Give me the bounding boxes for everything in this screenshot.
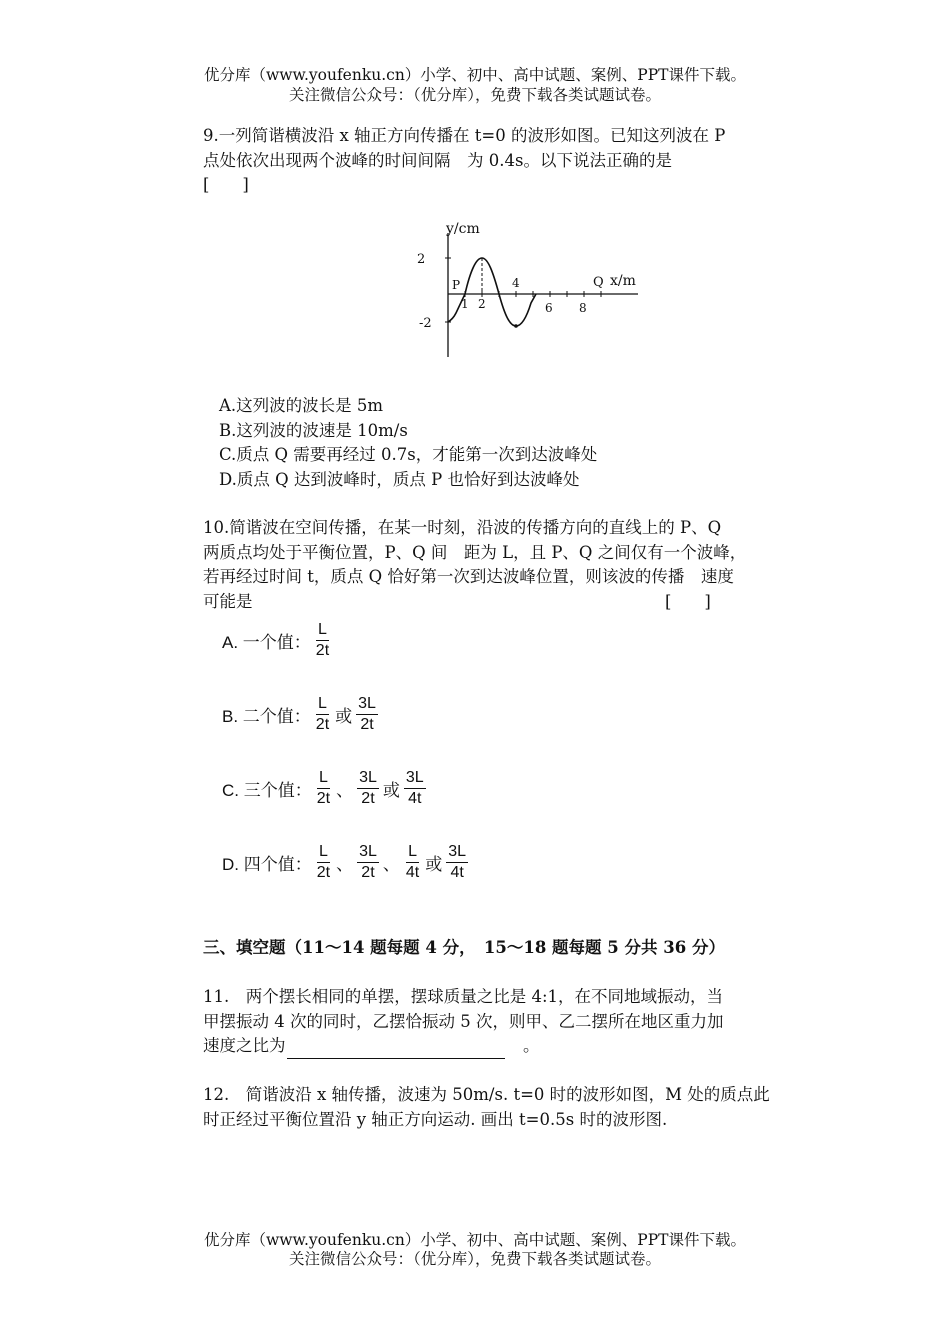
fraction — [315, 769, 332, 808]
q9-line-2: 点处依次出现两个波峰的时间间隔 为 0.4s。以下说法正确的是 — [203, 150, 672, 170]
section-3-title: 三、填空题（11～14 题每题 4 分， 15～18 题每题 5 分共 36 分） — [203, 938, 725, 957]
trough-dot — [514, 324, 518, 328]
denominator: 4t — [408, 789, 422, 807]
denominator: 2t — [315, 715, 330, 733]
point-q-label: Q — [593, 275, 604, 290]
numerator: L — [316, 695, 329, 715]
fraction — [315, 843, 332, 882]
x-tick-label-2: 2 — [478, 297, 486, 311]
q10-line-4: 可能是 — [203, 591, 253, 611]
q10-option-a — [222, 610, 334, 670]
fraction — [446, 843, 468, 882]
x-tick-label-4: 4 — [512, 276, 520, 290]
option-label: B. 二个值： — [222, 706, 311, 726]
question-10 — [203, 516, 813, 614]
q10-option-d — [222, 832, 471, 892]
y-tick-label-top: 2 — [417, 252, 426, 267]
denominator: 2t — [361, 863, 375, 881]
answer-blank[interactable] — [287, 1041, 505, 1059]
q9-options — [219, 394, 597, 492]
q12-line-2: 时正经过平衡位置沿 y 轴正方向运动. 画出 t=0.5s 时的波形图. — [203, 1109, 668, 1129]
wave-figure — [410, 215, 650, 365]
question-9 — [203, 124, 813, 198]
fraction — [314, 621, 331, 660]
q9-line-1: 9.一列简谐横波沿 x 轴正方向传播在 t=0 的波形如图。已知这列波在 P — [203, 126, 726, 145]
q10-option-b — [222, 684, 381, 744]
separator: 、 — [336, 780, 354, 800]
x-tick-label-1: 1 — [461, 297, 469, 311]
fraction — [314, 695, 331, 734]
numerator: L — [317, 843, 330, 863]
q11-line-3-prefix: 速度之比为 — [203, 1036, 286, 1055]
numerator: L — [406, 843, 419, 863]
numerator: 3L — [446, 843, 468, 863]
q10-line-2: 两质点均处于平衡位置，P、Q 间 距为 L，且 P、Q 之间仅有一个波峰， — [203, 542, 747, 562]
denominator: 2t — [315, 641, 330, 659]
q10-line-3: 若再经过时间 t，质点 Q 恰好第一次到达波峰位置，则该波的传播 速度 — [203, 567, 734, 586]
denominator: 4t — [405, 863, 420, 881]
q9-option-a: A.这列波的波长是 5m — [219, 396, 384, 415]
fraction — [404, 769, 426, 808]
numerator: L — [316, 621, 329, 641]
header-line-1: 优分库（www.youfenku.cn）小学、初中、高中试题、案例、PPT课件下载。 — [203, 66, 747, 84]
q10-line-1: 10.简谐波在空间传播，在某一时刻，沿波的传播方向的直线上的 P、Q — [203, 518, 722, 537]
fraction — [357, 769, 379, 808]
numerator: 3L — [404, 769, 426, 789]
q9-answer-bracket: [ ] — [203, 175, 249, 194]
q12-line-1: 12. 简谐波沿 x 轴传播，波速为 50m/s. t=0 时的波形如图，M 处的质点此 — [203, 1085, 770, 1104]
denominator: 2t — [360, 715, 374, 733]
question-12 — [203, 1083, 813, 1132]
or-word: 或 — [335, 706, 353, 726]
q10-answer-bracket: [ ] — [665, 591, 711, 611]
numerator: 3L — [356, 695, 378, 715]
q9-option-c: C.质点 Q 需要再经过 0.7s，才能第一次到达波峰处 — [219, 445, 598, 464]
separator: 、 — [382, 854, 400, 874]
q9-option-b: B.这列波的波速是 10m/s — [219, 420, 408, 440]
footer-line-2: 关注微信公众号：（优分库），免费下载各类试题试卷。 — [288, 1250, 661, 1268]
denominator: 2t — [316, 863, 331, 881]
option-label: D. 四个值： — [222, 854, 312, 874]
question-11 — [203, 985, 813, 1059]
fraction — [356, 695, 378, 734]
separator: 、 — [336, 854, 354, 874]
denominator: 4t — [450, 863, 464, 881]
numerator: 3L — [357, 769, 379, 789]
denominator: 2t — [361, 789, 375, 807]
or-word: 或 — [382, 780, 400, 800]
x-tick-label-6: 6 — [545, 301, 553, 315]
x-tick-label-8: 8 — [579, 301, 587, 315]
option-label: C. 三个值： — [222, 780, 312, 800]
numerator: 3L — [357, 843, 379, 863]
x-axis-label: x/m — [610, 273, 636, 289]
y-tick-label-bottom: -2 — [419, 316, 432, 331]
option-label: A. 一个值： — [222, 632, 311, 652]
footer-line-1: 优分库（www.youfenku.cn）小学、初中、高中试题、案例、PPT课件下载。 — [203, 1231, 747, 1249]
q11-line-3-suffix: 。 — [506, 1036, 540, 1055]
or-word: 或 — [425, 854, 443, 874]
numerator: L — [317, 769, 330, 789]
y-axis-label: y/cm — [446, 221, 480, 237]
q11-line-3 — [203, 1034, 813, 1059]
q9-option-d: D.质点 Q 达到波峰时，质点 P 也恰好到达波峰处 — [219, 469, 580, 489]
q11-line-1: 11. 两个摆长相同的单摆，摆球质量之比是 4:1，在不同地域振动，当 — [203, 987, 724, 1006]
denominator: 2t — [316, 789, 331, 807]
q11-line-2: 甲摆振动 4 次的同时，乙摆恰振动 5 次，则甲、乙二摆所在地区重力加 — [203, 1011, 724, 1031]
fraction — [357, 843, 379, 882]
q10-option-c — [222, 758, 429, 818]
point-p-label: P — [452, 278, 461, 292]
fraction — [404, 843, 421, 882]
header-line-2: 关注微信公众号：（优分库），免费下载各类试题试卷。 — [288, 86, 661, 104]
wave-curve — [448, 258, 536, 326]
